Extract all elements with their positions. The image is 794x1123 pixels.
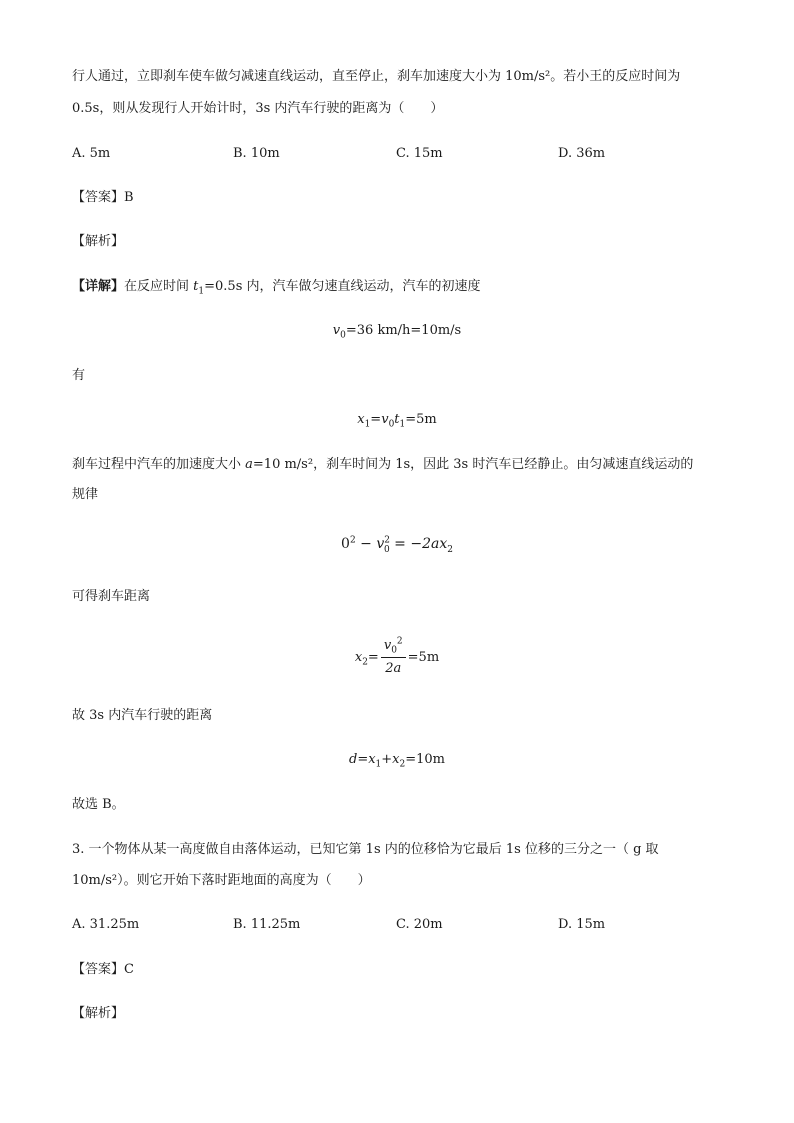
superscript: 2 xyxy=(349,535,356,546)
brake-text: =10 m/s²，刹车时间为 1s，因此 3s 时汽车已经静止。由匀减速直线运动的 xyxy=(252,457,694,472)
symbol-v: v xyxy=(381,412,389,427)
choice-a: A. 31.25m xyxy=(72,917,140,932)
superscript: 2 xyxy=(396,636,403,647)
symbol-x: x xyxy=(357,412,365,427)
equation-text: =5m xyxy=(407,650,440,665)
detail-label: 【详解】 xyxy=(72,279,125,294)
equation-v0 xyxy=(0,322,794,340)
detail-text: =0.5s 内，汽车做匀速直线运动，汽车的初速度 xyxy=(204,279,481,294)
subscript: 0 xyxy=(340,330,346,341)
equation-text: =5m xyxy=(405,412,437,427)
symbol-t: t xyxy=(193,279,199,294)
subscript: 0 xyxy=(388,419,395,430)
choice-row xyxy=(72,916,722,934)
choice-c: C. 20m xyxy=(396,917,443,932)
subscript: 1 xyxy=(364,419,371,430)
total-distance-label: 故 3s 内汽车行驶的距离 xyxy=(72,708,213,723)
choice-b: B. 10m xyxy=(233,146,280,161)
choice-b: B. 11.25m xyxy=(233,917,301,932)
equation-text: − v xyxy=(355,536,385,552)
equation-x2 xyxy=(0,636,794,680)
subscript: 1 xyxy=(375,759,382,770)
denominator-text: 2a xyxy=(385,661,402,676)
superscript: 2 xyxy=(384,535,390,546)
symbol-v: v xyxy=(332,323,341,338)
brake-distance-label: 可得刹车距离 xyxy=(72,589,151,604)
equation-text: 0 xyxy=(341,536,350,552)
answer-label: 【答案】C xyxy=(72,962,134,977)
subscript: 2 xyxy=(447,544,453,555)
brake-paragraph xyxy=(72,456,722,474)
subscript: 2 xyxy=(362,657,368,668)
choice-a: A. 5m xyxy=(72,146,111,161)
brake-text-line: 规律 xyxy=(72,487,99,502)
analysis-label: 【解析】 xyxy=(72,234,125,249)
symbol-a: a xyxy=(245,457,253,472)
equation-x1 xyxy=(0,411,794,429)
choice-d: D. 36m xyxy=(558,146,606,161)
symbol-v: v xyxy=(383,638,392,653)
equation-text: =x xyxy=(357,752,376,767)
subscript: 0 xyxy=(383,544,390,555)
choice-d: D. 15m xyxy=(558,917,606,932)
subscript: 0 xyxy=(391,645,397,656)
choice-row xyxy=(72,145,722,163)
analysis-label: 【解析】 xyxy=(72,1006,125,1021)
equation-kinematics xyxy=(0,535,794,553)
question-text-line: 行人通过，立即刹车使车做匀减速直线运动，直至停止，刹车加速度大小为 10m/s²。若小王的反应时间为 xyxy=(72,69,681,84)
choice-c: C. 15m xyxy=(396,146,443,161)
fraction-numerator xyxy=(381,637,406,658)
equation-d xyxy=(0,751,794,769)
text-you: 有 xyxy=(72,368,86,383)
subscript: 1 xyxy=(198,286,205,297)
equation-text: = xyxy=(370,412,382,427)
answer-label: 【答案】B xyxy=(72,190,134,205)
detail-text: 在反应时间 xyxy=(124,279,194,294)
question-3-text-line: 10m/s²）。则它开始下落时距地面的高度为（ ） xyxy=(72,873,371,888)
fraction xyxy=(381,637,406,678)
subscript: 1 xyxy=(399,419,406,430)
equation-text: = xyxy=(367,650,379,665)
equation-text: =36 km/h=10m/s xyxy=(345,323,462,338)
symbol-t: t xyxy=(394,412,400,427)
symbol-x: x xyxy=(354,650,363,665)
detail-paragraph xyxy=(72,278,722,296)
fraction-denominator xyxy=(381,658,406,678)
subscript: 2 xyxy=(399,759,406,770)
question-3-text-line: 3. 一个物体从某一高度做自由落体运动，已知它第 1s 内的位移恰为它最后 1s 位移的三分之一（ g 取 xyxy=(72,842,659,857)
equation-text: =10m xyxy=(405,752,446,767)
question-text-line: 0.5s，则从发现行人开始计时，3s 内汽车行驶的距离为（ ） xyxy=(72,101,444,116)
equation-text: = −2ax xyxy=(389,536,448,552)
select-answer: 故选 B。 xyxy=(72,797,125,812)
equation-text: +x xyxy=(381,752,400,767)
symbol-d: d xyxy=(348,752,358,767)
brake-text: 刹车过程中汽车的加速度大小 xyxy=(72,457,246,472)
